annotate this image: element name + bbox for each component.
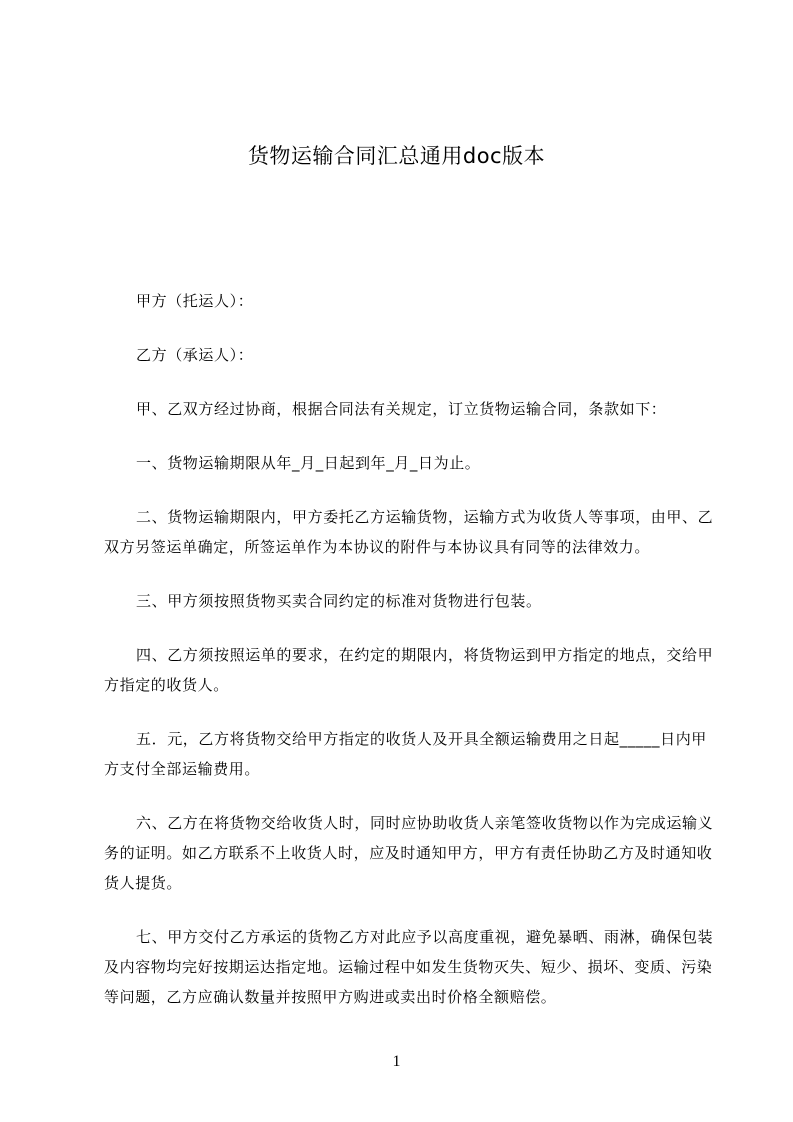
clause-1: 一、货物运输期限从年_月_日起到年_月_日为止。 <box>136 454 481 472</box>
clause-3: 三、甲方须按照货物买卖合同约定的标准对货物进行包装。 <box>136 592 542 610</box>
clause-4: 四、乙方须按照运单的要求，在约定的期限内，将货物运到甲方指定的地点，交给甲方指定的收货人。 <box>104 646 714 694</box>
clause-7: 七、甲方交付乙方承运的货物乙方对此应予以高度重视，避免暴晒、雨淋，确保包装及内容物均完好按期运达指定地。运输过程中如发生货物灭失、短少、损坏、变质、污染等问题，乙方应确认数量并按照甲方购进或卖出时价格全额赔偿。 <box>104 928 714 1006</box>
page-number: 1 <box>392 1053 401 1070</box>
document-title: 货物运输合同汇总通用doc版本 <box>247 144 546 168</box>
clause-5: 五．元，乙方将货物交给甲方指定的收货人及开具全额运输费用之日起_____日内甲方支付全部运输费用。 <box>104 730 707 778</box>
party-a-line: 甲方（托运人）： <box>136 292 254 310</box>
document-body <box>104 286 714 1036</box>
clause-6: 六、乙方在将货物交给收货人时，同时应协助收货人亲笔签收货物以作为完成运输义务的证明。如乙方联系不上收货人时，应及时通知甲方，甲方有责任协助乙方及时通知收货人提货。 <box>104 814 714 892</box>
clause-2: 二、货物运输期限内，甲方委托乙方运输货物，运输方式为收货人等事项，由甲、乙双方另签运单确定，所签运单作为本协议的附件与本协议具有同等的法律效力。 <box>104 508 714 556</box>
party-b-line: 乙方（承运人）： <box>136 346 254 364</box>
preamble-paragraph: 甲、乙双方经过协商，根据合同法有关规定，订立货物运输合同，条款如下： <box>136 400 667 418</box>
